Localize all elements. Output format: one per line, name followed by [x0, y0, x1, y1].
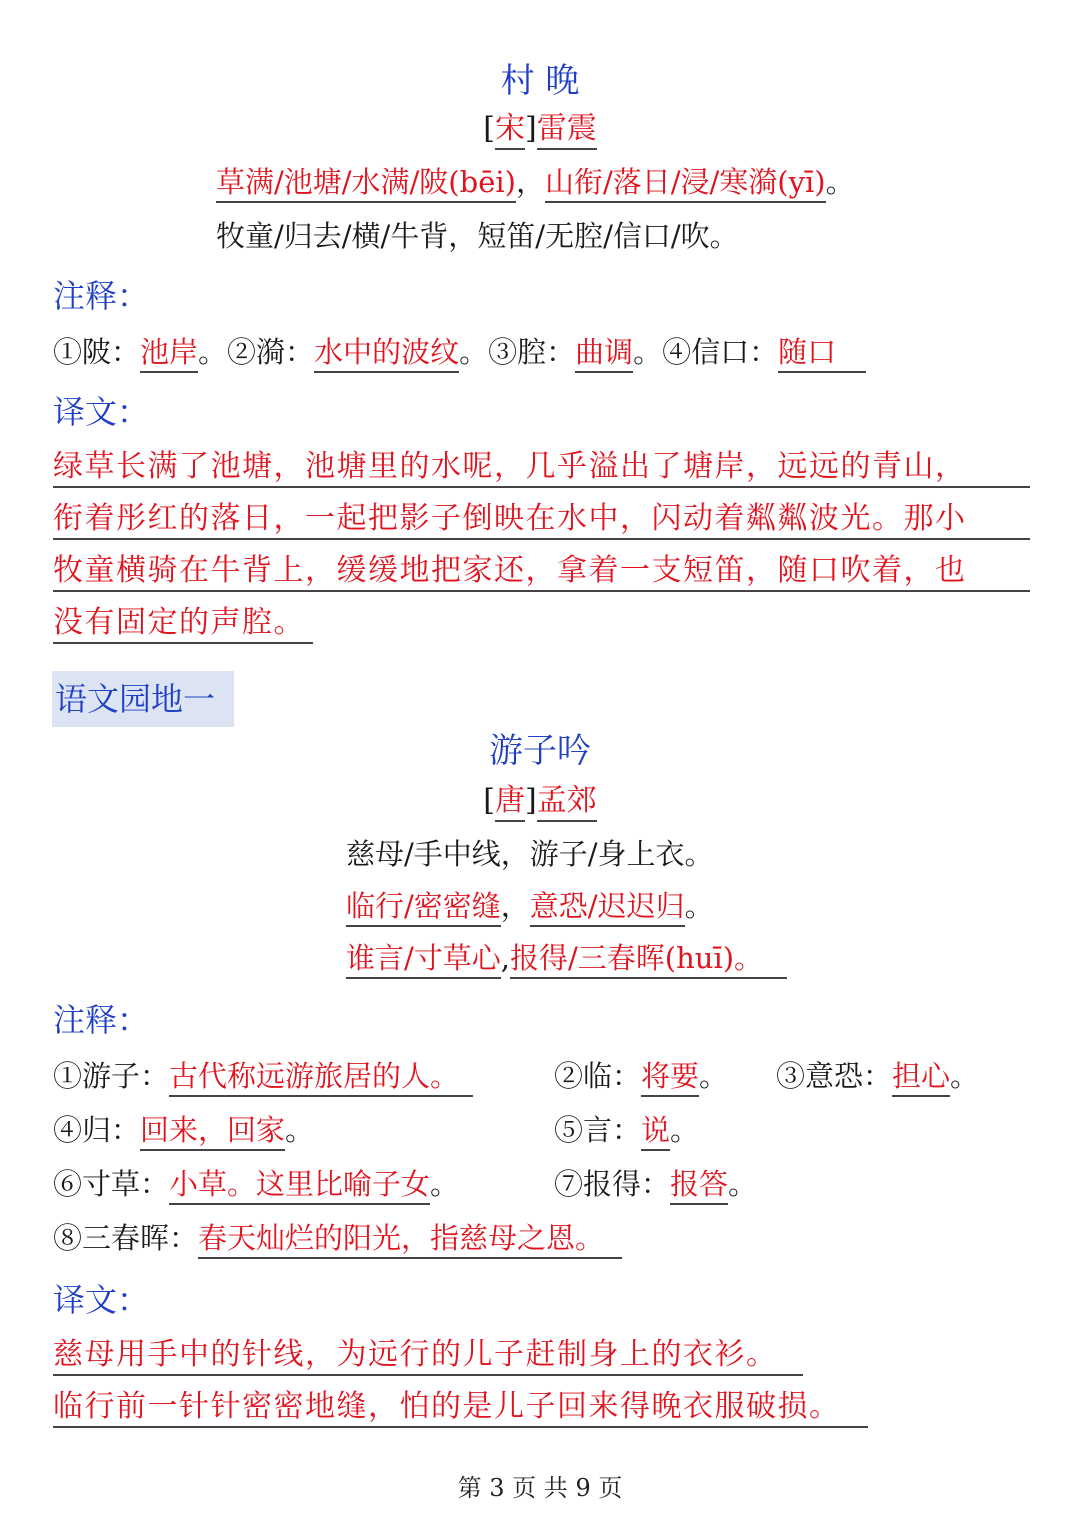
poem-verse-1: 慈母/手中线，游子/身上衣。 — [346, 837, 714, 871]
section-heading: 语文园地一 — [52, 671, 234, 727]
translation-line: 衔着彤红的落日，一起把影子倒映在水中，闪动着粼粼波光。那小 — [53, 504, 1030, 540]
note-item — [53, 1167, 460, 1201]
note-term: ⑦报得： — [554, 1167, 671, 1201]
translation-line — [53, 1389, 868, 1428]
translation-line: 绿草长满了池塘，池塘里的水呢，几乎溢出了塘岸，远远的青山， — [53, 452, 1030, 488]
note-def: 报答 — [670, 1167, 728, 1205]
note-term: ②临： — [554, 1059, 642, 1093]
note-def: 随口 — [778, 335, 866, 373]
punct: 。 — [430, 1167, 460, 1201]
author-name: 雷震 — [537, 111, 597, 150]
translation-text: 临行前一针针密密地缝，怕的是儿子回来得晚衣服破损。 — [53, 1392, 868, 1428]
note-item — [554, 1167, 758, 1201]
translation-line — [53, 1337, 803, 1376]
note-term: ③腔： — [488, 335, 576, 369]
note-def: 春天灿烂的阳光，指慈母之恩。 — [198, 1221, 622, 1259]
notes-label: 注释： — [53, 277, 150, 315]
poem-verse-2 — [346, 889, 714, 923]
author-name: 孟郊 — [537, 783, 597, 822]
translation-line: 没有固定的声腔。 — [53, 608, 313, 644]
poem-verse-2: 牧童/归去/横/牛背，短笛/无腔/信口/吹。 — [216, 219, 739, 253]
poem-author-line: [唐]孟郊 — [0, 786, 1080, 816]
punct: 。 — [670, 1113, 700, 1147]
note-def: 担心 — [892, 1059, 950, 1097]
note-term: ②漪： — [227, 335, 315, 369]
note-item — [53, 1113, 315, 1147]
punct: 。 — [198, 335, 228, 369]
poem-title: 游子吟 — [489, 731, 591, 771]
poem-verse-3 — [346, 941, 787, 975]
poem-author-line: [宋]雷震 — [0, 114, 1080, 144]
note-item — [554, 1059, 729, 1093]
verse-part: 谁言/寸草心 — [346, 941, 501, 979]
verse-part: 临行/密密缝 — [346, 889, 501, 927]
punct: 。 — [459, 335, 489, 369]
dynasty: 唐 — [495, 783, 525, 822]
punct: 。 — [699, 1059, 729, 1093]
punct: 。 — [684, 889, 714, 923]
notes-label: 注释： — [53, 1001, 150, 1039]
translation-label: 译文： — [53, 1281, 150, 1319]
note-def: 小草。这里比喻子女 — [169, 1167, 430, 1205]
note-item — [53, 1059, 473, 1093]
punct: 。 — [728, 1167, 758, 1201]
punct: ， — [515, 165, 545, 199]
note-def: 将要 — [641, 1059, 699, 1097]
note-term: ①游子： — [53, 1059, 170, 1093]
note-def: 曲调 — [575, 335, 633, 373]
poem-verse-1 — [216, 165, 855, 199]
punct: 。 — [950, 1059, 980, 1093]
poem-title: 村 晚 — [500, 61, 580, 101]
note-term: ⑥寸草： — [53, 1167, 170, 1201]
punct: , — [500, 941, 510, 975]
note-item — [776, 1059, 980, 1093]
note-def: 回来，回家 — [140, 1113, 285, 1151]
punct: 。 — [285, 1113, 315, 1147]
verse-part: 意恐/迟迟归 — [530, 889, 685, 927]
note-def: 水中的波纹 — [314, 335, 459, 373]
notes-row — [53, 335, 866, 369]
note-term: ③意恐： — [776, 1059, 893, 1093]
note-item — [53, 1221, 622, 1255]
punct: 。 — [825, 165, 855, 199]
note-term: ④归： — [53, 1113, 141, 1147]
verse-part: 草满/池塘/水满/陂(bēi) — [216, 165, 516, 203]
note-def: 古代称远游旅居的人。 — [169, 1059, 473, 1097]
verse-part: 报得/三春晖(huī)。 — [510, 941, 787, 979]
translation-text: 慈母用手中的针线，为远行的儿子赶制身上的衣衫。 — [53, 1340, 803, 1376]
note-def: 说 — [641, 1113, 670, 1151]
punct: ， — [500, 889, 530, 923]
note-term: ⑧三春晖： — [53, 1221, 199, 1255]
translation-label: 译文： — [53, 393, 150, 431]
note-term: ①陂： — [53, 335, 141, 369]
note-item — [554, 1113, 700, 1147]
verse-part: 山衔/落日/浸/寒漪(yī) — [545, 165, 826, 203]
page-footer: 第 3 页 共 9 页 — [457, 1474, 623, 1502]
note-term: ⑤言： — [554, 1113, 642, 1147]
punct: 。 — [633, 335, 663, 369]
note-term: ④信口： — [662, 335, 779, 369]
dynasty: 宋 — [495, 111, 525, 150]
note-def: 池岸 — [140, 335, 198, 373]
translation-line: 牧童横骑在牛背上，缓缓地把家还，拿着一支短笛，随口吹着，也 — [53, 556, 1030, 592]
